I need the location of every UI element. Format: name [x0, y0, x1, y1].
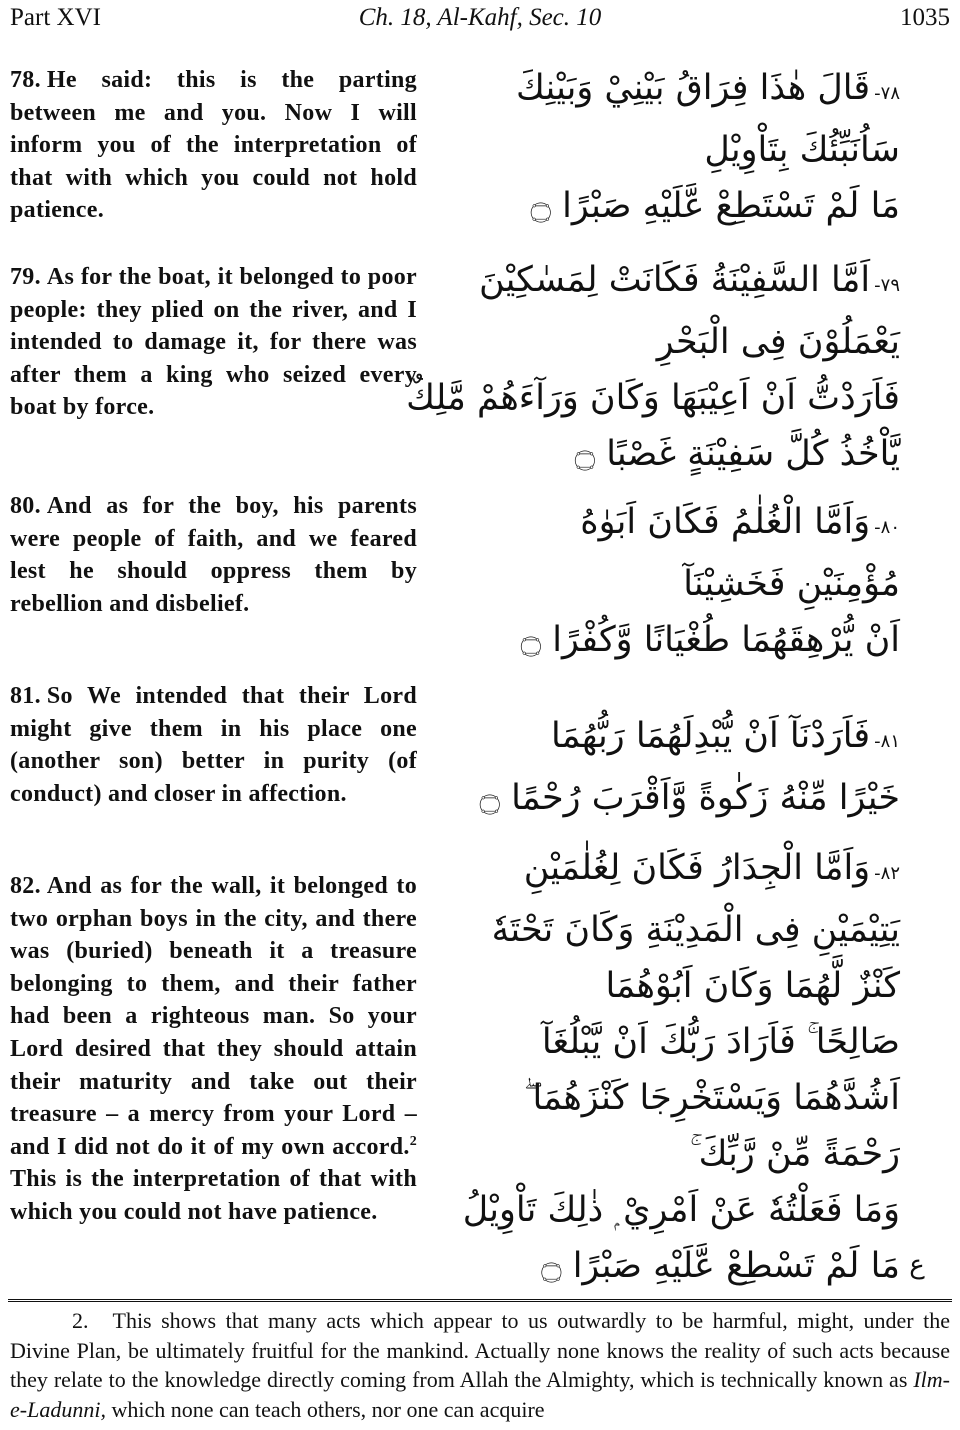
verse-82-english [10, 870, 417, 1229]
arabic-line: مَا لَمْ تَسْطِعْ عَّلَيْهِ صَبْرًا ۝ [541, 1246, 900, 1286]
verse-text: As for the boat, it belonged to poor people: they plied on the river, and I intended to damage it, for there was after them a king who seized every boat by force. [10, 264, 417, 421]
verse-number: 79. [10, 264, 41, 290]
footnote-italic-term: Ilm-e-Ladunni, [10, 1367, 950, 1422]
arabic-line: وَمَا فَعَلْتُهٗ عَنْ اَمْرِيْ ۭ ذٰلِكَ تَاْوِيْلُ [462, 1190, 900, 1230]
arabic-line: ٨١-فَاَرَدْنَآ اَنْ يُّبْدِلَهُمَا رَبُّهُمَا [551, 716, 900, 756]
arabic-line: سَاُنَبِّئُكَ بِتَاْوِيْلِ [704, 130, 900, 170]
arabic-line: يَتِيْمَيْنِ فِى الْمَدِيْنَةِ وَكَانَ تَحْتَهٗ [491, 910, 900, 950]
footnote-text-continued: which none can teach others, nor one can acquire [111, 1396, 545, 1422]
arabic-line: صَالِحًا ۚ فَاَرَادَ رَبُّكَ اَنْ يَّبْلُغَآ [541, 1022, 900, 1062]
page-header [10, 2, 950, 34]
arabic-verse-number: ٧٩- [874, 275, 900, 296]
arabic-line: اَنْ يُّرْهِقَهُمَا طُغْيَانًا وَّكُفْرًا ۝ [520, 620, 900, 660]
footnote-number: 2. [72, 1308, 89, 1333]
verse-text: And as for the wall, it belonged to two orphan boys in the city, and there was (buried) beneath it a treasure belonging to them, and their father had been a righteous man. So your Lord desired that they should attain their maturity and take out their treasure – a mercy from your Lord – and I did not do it of my own accord. [10, 873, 417, 1160]
arabic-line: ٨٢-وَاَمَّا الْجِدَارُ فَكَانَ لِغُلٰمَيْنِ [523, 848, 900, 888]
verse-text: And as for the boy, his parents were people of faith, and we feared lest he should oppress them by rebellion and disbelief. [10, 493, 417, 617]
arabic-verse-number: ٨٢- [874, 863, 900, 884]
arabic-line: فَاَرَدْتُّ اَنْ اَعِيْبَهَا وَكَانَ وَرَآءَهُمْ مَّلِكٌ [406, 378, 900, 418]
arabic-line: يَّاْخُذُ كُلَّ سَفِيْنَةٍ غَصْبًا ۝ [574, 434, 900, 474]
verse-78-arabic [470, 60, 900, 234]
arabic-line: خَيْرًا مِّنْهُ زَكٰوةً وَّاَقْرَبَ رُحْمًا ۝ [479, 778, 900, 818]
arabic-line: كَنْزٌ لَّهُمَا وَكَانَ اَبُوْهُمَا [605, 966, 900, 1006]
verse-number: 82. [10, 873, 41, 899]
verse-number: 81. [10, 683, 41, 709]
verse-text-continued: This is the interpretation of that with which you could not have patience. [10, 1166, 417, 1225]
verse-82-arabic [462, 840, 900, 1294]
arabic-line: يَعْمَلُوْنَ فِى الْبَحْرِ [656, 322, 900, 362]
part-label: Part XVI [10, 4, 101, 31]
verse-text: So We intended that their Lord might give them in his place one (another son) better in purity (of conduct) and closer in affection. [10, 683, 417, 807]
arabic-line: مُؤْمِنَيْنِ فَخَشِيْنَآ [683, 564, 900, 604]
verse-number: 80. [10, 493, 41, 519]
arabic-verse-number: ٨٠- [874, 517, 900, 538]
verse-81-english [10, 680, 417, 810]
arabic-verse-number: ٧٨- [874, 83, 900, 104]
footnote-text: This shows that many acts which appear to us outwardly to be harmful, might, under the Divine Plan, be ultimately fruitful for the mankind. Actually none knows the reality of such acts because they relate to the knowledge directly coming from Allah the Almighty, which is technically known as [10, 1308, 950, 1392]
arabic-verse-number: ٨١- [874, 731, 900, 752]
verse-79-arabic [406, 252, 900, 482]
verse-79-english [10, 261, 417, 424]
verse-78-english [10, 64, 417, 227]
verse-80-english [10, 490, 417, 620]
chapter-title: Ch. 18, Al-Kahf, Sec. 10 [358, 4, 602, 31]
ruku-marker: ع [909, 1250, 925, 1280]
arabic-line: ٧٨-قَالَ هٰذَا فِرَاقُ بَيْنِيْ وَبَيْنِكَ [516, 68, 900, 108]
arabic-line: ٨٠-وَاَمَّا الْغُلٰمُ فَكَانَ اَبَوٰهُ [580, 502, 900, 542]
arabic-line: مَا لَمْ تَسْتَطِعْ عَّلَيْهِ صَبْرًا ۝ [530, 186, 900, 226]
footnote [10, 1306, 950, 1424]
arabic-line: ٧٩-اَمَّا السَّفِيْنَةُ فَكَانَتْ لِمَسٰكِيْنَ [478, 260, 900, 300]
verse-81-arabic [470, 708, 900, 826]
verse-80-arabic [470, 494, 900, 668]
verse-number: 78. [10, 67, 41, 93]
verse-text: He said: this is the parting between me and you. Now I will inform you of the interpretation of that with which you could not hold patience. [10, 67, 417, 224]
page-number: 1035 [900, 4, 950, 31]
footnote-divider [8, 1299, 952, 1306]
arabic-line: رَحْمَةً مِّنْ رَّبِّكَ ۚ [689, 1134, 900, 1174]
arabic-line: اَشُدَّهُمَا وَيَسْتَخْرِجَا كَنْزَهُمَا ۖ [523, 1078, 900, 1118]
footnote-marker[interactable]: 2 [409, 1133, 417, 1149]
